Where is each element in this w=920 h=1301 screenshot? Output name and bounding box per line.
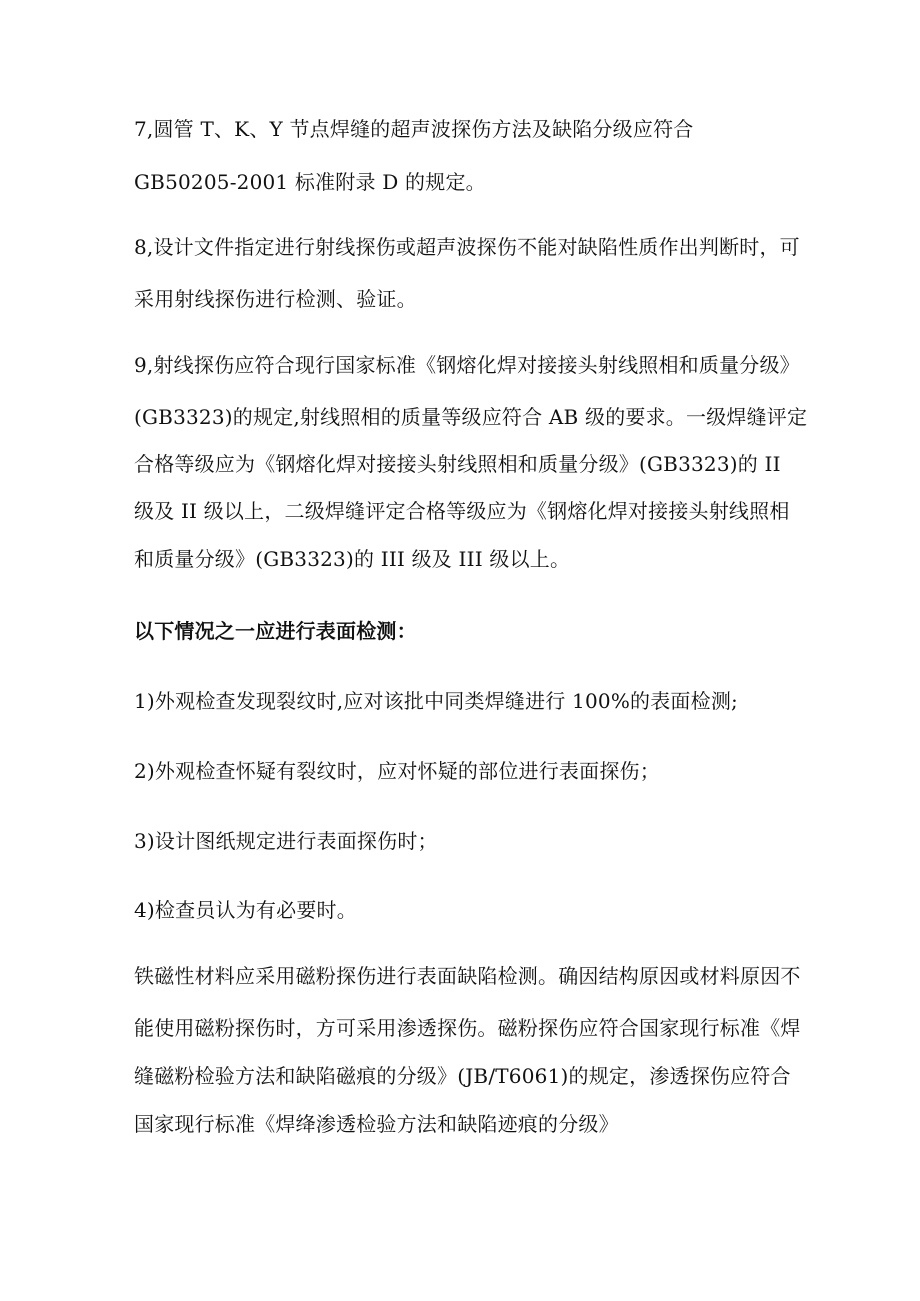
magnetic-line-2: 能使用磁粉探伤时，方可采用渗透探伤。磁粉探伤应符合国家现行标准《焊 (134, 1016, 801, 1040)
item-8-line-1: 8,设计文件指定进行射线探伤或超声波探伤不能对缺陷性质作出判断时，可 (134, 235, 800, 259)
item-8-line-2: 采用射线探伤进行检测、验证。 (134, 287, 417, 311)
surface-item-2: 2)外观检查怀疑有裂纹时，应对怀疑的部位进行表面探伤； (134, 759, 660, 783)
item-9-line-3: 合格等级应为《钢熔化焊对接接头射线照相和质量分级》(GB3323)的 II (134, 452, 781, 476)
item-7-line-1: 7,圆管 T、K、Y 节点焊缝的超声波探伤方法及缺陷分级应符合 (134, 117, 694, 141)
item-9-line-1: 9,射线探伤应符合现行国家标准《钢熔化焊对接接头射线照相和质量分级》 (134, 353, 800, 377)
item-9-line-2: (GB3323)的规定,射线照相的质量等级应符合 AB 级的要求。一级焊缝评定 (134, 405, 808, 429)
magnetic-line-4: 国家现行标准《焊绛渗透检验方法和缺陷迹痕的分级》 (134, 1112, 619, 1136)
item-9-line-4: 级及 II 级以上，二级焊缝评定合格等级应为《钢熔化焊对接接头射线照相 (134, 499, 790, 523)
item-9-line-5: 和质量分级》(GB3323)的 III 级及 III 级以上。 (134, 547, 571, 571)
surface-item-4: 4)检查员认为有必要时。 (134, 898, 357, 922)
magnetic-line-1: 铁磁性材料应采用磁粉探伤进行表面缺陷检测。确因结构原因或材料原因不 (134, 964, 801, 988)
magnetic-line-3: 缝磁粉检验方法和缺陷磁痕的分级》(JB/T6061)的规定，渗透探伤应符合 (134, 1064, 791, 1088)
surface-inspection-heading: 以下情况之一应进行表面检测： (134, 619, 417, 643)
surface-item-3: 3)设计图纸规定进行表面探伤时； (134, 829, 438, 853)
surface-item-1: 1)外观检查发现裂纹时,应对该批中同类焊缝进行 100%的表面检测; (134, 689, 738, 713)
item-7-line-2: GB50205-2001 标准附录 D 的规定。 (134, 170, 486, 194)
